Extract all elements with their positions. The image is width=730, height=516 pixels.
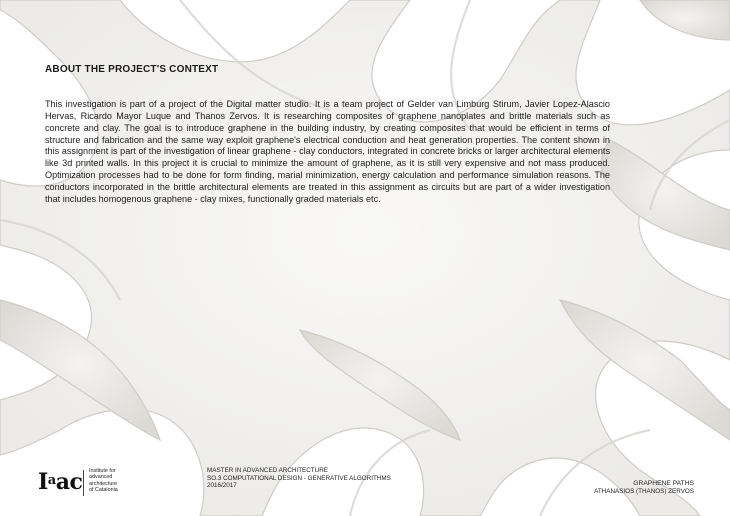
section-heading: ABOUT THE PROJECT'S CONTEXT [45,64,219,75]
program-info: MASTER IN ADVANCED ARCHITECTURE SO.3 COMPUTATIONAL DESIGN - GENERATIVE ALGORITHMS 2016/2017 [207,467,391,490]
context-paragraph: This investigation is part of a project of the Digital matter studio. It is a team project of Gelder van Limburg Stirum, Javier Lopez-Alascio Hervas, Ricardo Mayor Luque and Thanos Zervos. It is researching composites of graphene nanoplates and brittle materials such as concrete and clay. The goal is to introduce graphene in the building industry, by creating composites that would be efficient in terms of structure and fabrication and the same way exploit graphene's electrical conduction and heat generation properties. The content shown in this assignment is part of the investigation of linear graphene - clay conductors, integrated in concrete bricks or larger architectural elements like 3d printed walls. In this project it is crucial to minimize the amount of graphene, as it is still very expensive and not mass produced. Optimization processes had to be done for form finding, marial minimization, energy calculation and performance simulation reasons. The conductors incorporated in the brittle architectural elements are treated in this assignment as circuits but are part of a wider investigation that includes homogenous graphene - clay mixes, functionally graded materials etc. [45,99,610,204]
iaac-logo: $I^aac$ [38,469,83,495]
institute-name: Institute for advanced architecture of Catalonia [89,468,118,493]
context-section [45,64,610,215]
project-title: GRAPHENE PATHS [633,480,694,487]
project-author: ATHANASIOS (THANOS) ZERVOS [594,487,694,495]
